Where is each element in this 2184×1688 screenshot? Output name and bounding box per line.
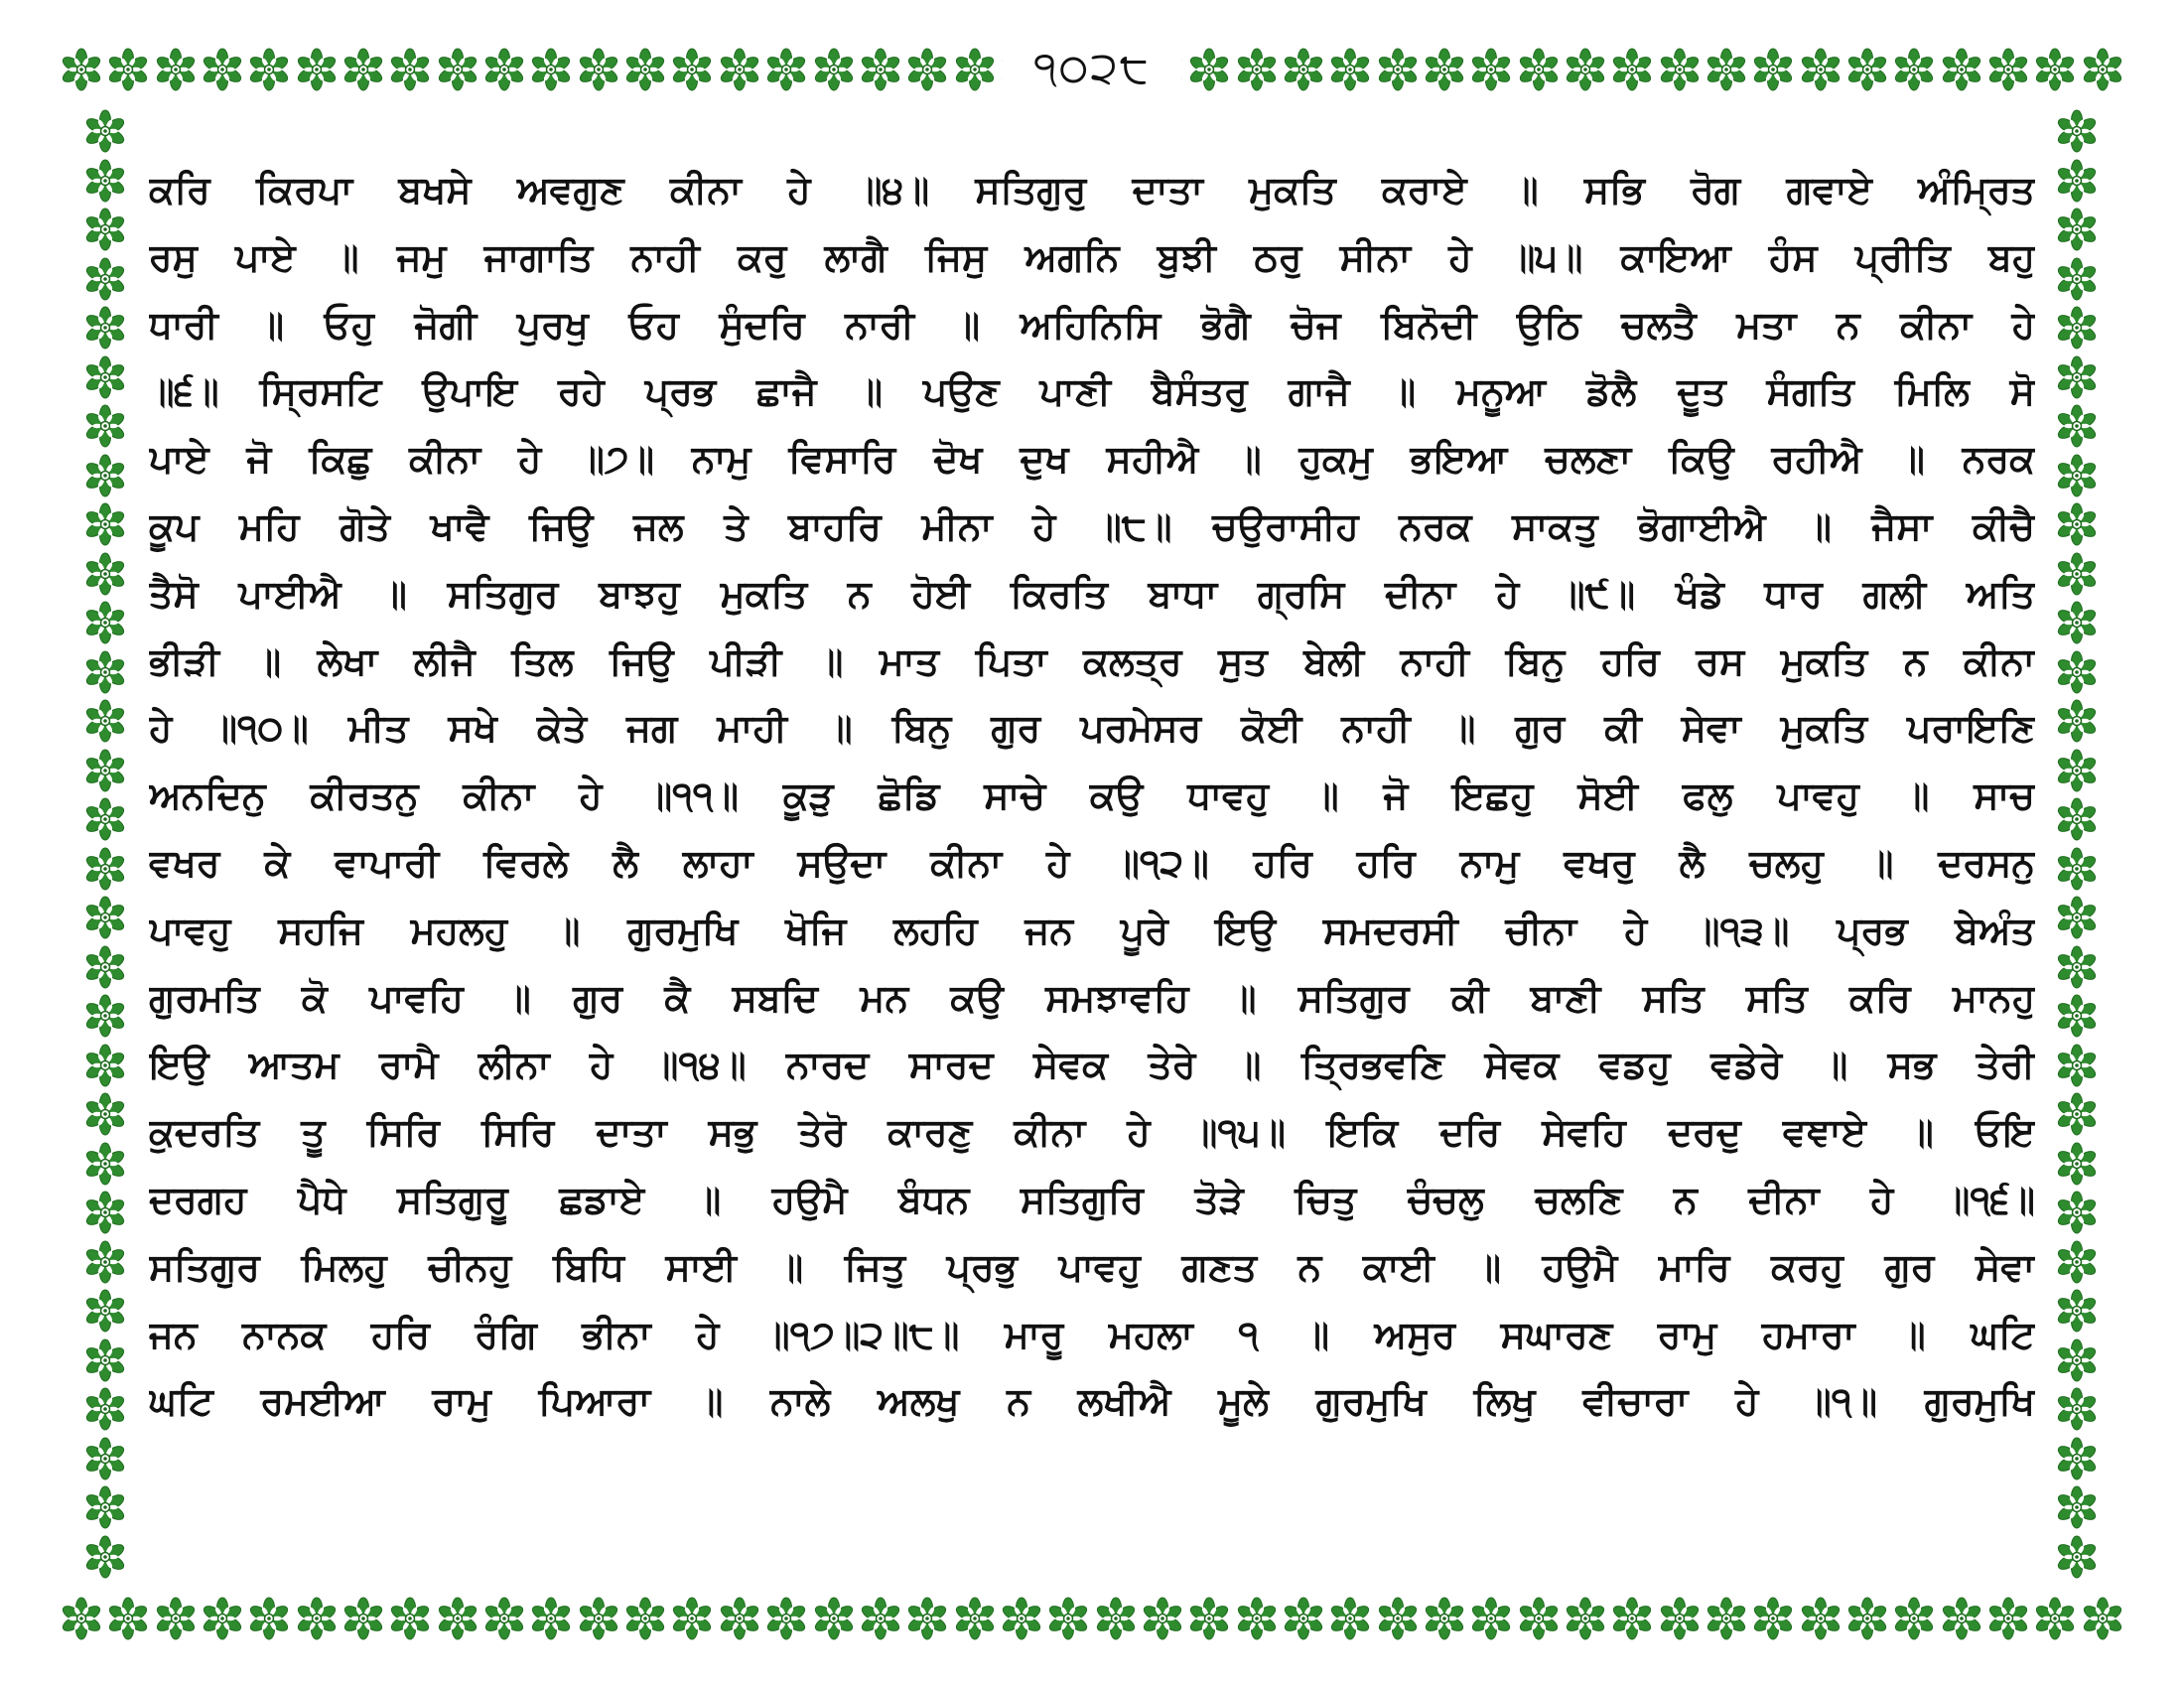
flower-ornament-icon xyxy=(83,109,127,153)
flower-ornament-icon xyxy=(436,48,479,91)
text-line: ਕੂਪ ਮਹਿ ਗੋਤੇ ਖਾਵੈ ਜਿਉ ਜਲ ਤੇ ਬਾਹਰਿ ਮੀਨਾ ਹੇ ॥੮॥ ਚਉਰਾਸੀਹ ਨਰਕ ਸਾਕਤੁ ਭੋਗਾਈਐ ॥ ਜੈਸਾ ਕੀਚੈ xyxy=(149,503,2035,548)
flower-ornament-icon xyxy=(341,1597,385,1640)
flower-ornament-icon xyxy=(341,48,385,91)
flower-ornament-icon xyxy=(2055,896,2099,939)
flower-ornament-icon xyxy=(2055,159,2099,203)
flower-ornament-icon xyxy=(482,1597,526,1640)
text-line: ਇਉ ਆਤਮ ਰਾਮੈ ਲੀਨਾ ਹੇ ॥੧੪॥ ਨਾਰਦ ਸਾਰਦ ਸੇਵਕ ਤੇਰੇ ॥ ਤ੍ਰਿਭਵਣਿ ਸੇਵਕ ਵਡਹੁ ਵਡੇਰੇ ॥ ਸਭ ਤੇਰੀ xyxy=(149,1043,2035,1087)
text-line: ॥੬॥ ਸ੍ਰਿਸਟਿ ਉਪਾਇ ਰਹੇ ਪ੍ਰਭ ਛਾਜੈ ॥ ਪਉਣ ਪਾਣੀ ਬੈਸੰਤਰੁ ਗਾਜੈ ॥ ਮਨੂਆ ਡੋਲੈ ਦੂਤ ਸੰਗਤਿ ਮਿਲਿ ਸੋ xyxy=(149,369,2035,414)
flower-ornament-icon xyxy=(1986,1597,2030,1640)
border-bottom xyxy=(60,1593,2124,1644)
flower-ornament-icon xyxy=(1845,48,1889,91)
flower-ornament-icon xyxy=(83,1485,127,1529)
border-right xyxy=(2051,109,2103,1579)
flower-ornament-icon xyxy=(529,1597,573,1640)
flower-ornament-icon xyxy=(1892,48,1936,91)
flower-ornament-icon xyxy=(2055,1437,2099,1480)
text-line: ਕੁਦਰਤਿ ਤੂ ਸਿਰਿ ਸਿਰਿ ਦਾਤਾ ਸਭੁ ਤੇਰੋ ਕਾਰਣੁ ਕੀਨਾ ਹੇ ॥੧੫॥ ਇਕਿ ਦਰਿ ਸੇਵਹਿ ਦਰਦੁ ਵਞਾਏ ॥ ਓਇ xyxy=(149,1110,2035,1155)
verse-text-block xyxy=(149,157,2035,1436)
flower-ornament-icon xyxy=(1235,48,1279,91)
flower-ornament-icon xyxy=(83,208,127,251)
flower-ornament-icon xyxy=(83,994,127,1038)
flower-ornament-icon xyxy=(1376,48,1420,91)
flower-ornament-icon xyxy=(83,749,127,792)
text-line: ਪਾਵਹੁ ਸਹਜਿ ਮਹਲਹੁ ॥ ਗੁਰਮੁਖਿ ਖੋਜਿ ਲਹਹਿ ਜਨ ਪੂਰੇ ਇਉ ਸਮਦਰਸੀ ਚੀਨਾ ਹੇ ॥੧੩॥ ਪ੍ਰਭ ਬੇਅੰਤ xyxy=(149,908,2035,952)
flower-ornament-icon xyxy=(1282,48,1325,91)
flower-ornament-icon xyxy=(1564,1597,1607,1640)
flower-ornament-icon xyxy=(953,1597,997,1640)
flower-ornament-icon xyxy=(2055,1289,2099,1333)
flower-ornament-icon xyxy=(1187,48,1231,91)
flower-ornament-icon xyxy=(83,797,127,841)
flower-ornament-icon xyxy=(1328,1597,1372,1640)
flower-ornament-icon xyxy=(83,1142,127,1186)
flower-ornament-icon xyxy=(2055,601,2099,644)
page-number-box xyxy=(1003,36,1181,99)
flower-ornament-icon xyxy=(295,1597,339,1640)
flower-ornament-icon xyxy=(1610,48,1654,91)
flower-ornament-icon xyxy=(247,48,291,91)
flower-ornament-icon xyxy=(670,48,714,91)
flower-ornament-icon xyxy=(154,48,198,91)
flower-ornament-icon xyxy=(1751,48,1795,91)
flower-ornament-icon xyxy=(83,1092,127,1136)
flower-ornament-icon xyxy=(1328,48,1372,91)
flower-ornament-icon xyxy=(83,1535,127,1579)
flower-ornament-icon xyxy=(2055,306,2099,350)
text-line: ਹੇ ॥੧੦॥ ਮੀਤ ਸਖੇ ਕੇਤੇ ਜਗ ਮਾਹੀ ॥ ਬਿਨੁ ਗੁਰ ਪਰਮੇਸਰ ਕੋਈ ਨਾਹੀ ॥ ਗੁਰ ਕੀ ਸੇਵਾ ਮੁਕਤਿ ਪਰਾਇਣਿ xyxy=(149,706,2035,751)
flower-ornament-icon xyxy=(2055,994,2099,1038)
flower-ornament-icon xyxy=(1610,1597,1654,1640)
flower-ornament-icon xyxy=(154,1597,198,1640)
flower-ornament-icon xyxy=(83,454,127,497)
flower-ornament-icon xyxy=(2055,404,2099,448)
flower-ornament-icon xyxy=(83,306,127,350)
flower-ornament-icon xyxy=(1469,48,1513,91)
flower-ornament-icon xyxy=(83,1437,127,1480)
flower-ornament-icon xyxy=(2055,1092,2099,1136)
flower-ornament-icon xyxy=(623,48,667,91)
text-line: ਤੈਸੋ ਪਾਈਐ ॥ ਸਤਿਗੁਰ ਬਾਝਹੁ ਮੁਕਤਿ ਨ ਹੋਈ ਕਿਰਤਿ ਬਾਧਾ ਗ੍ਰਸਿ ਦੀਨਾ ਹੇ ॥੯॥ ਖੰਡੇ ਧਾਰ ਗਲੀ ਅਤਿ xyxy=(149,571,2035,616)
flower-ornament-icon xyxy=(859,1597,902,1640)
flower-ornament-icon xyxy=(2055,847,2099,891)
flower-ornament-icon xyxy=(83,1338,127,1382)
flower-ornament-icon xyxy=(764,48,808,91)
flower-ornament-icon xyxy=(812,48,856,91)
text-line: ਧਾਰੀ ॥ ਓਹੁ ਜੋਗੀ ਪੁਰਖੁ ਓਹ ਸੁੰਦਰਿ ਨਾਰੀ ॥ ਅਹਿਨਿਸਿ ਭੋਗੈ ਚੋਜ ਬਿਨੋਦੀ ਉਠਿ ਚਲਤੈ ਮਤਾ ਨ ਕੀਨਾ ਹੇ xyxy=(149,302,2035,347)
flower-ornament-icon xyxy=(812,1597,856,1640)
flower-ornament-icon xyxy=(2055,749,2099,792)
flower-ornament-icon xyxy=(718,48,761,91)
flower-ornament-icon xyxy=(83,502,127,546)
text-line: ਅਨਦਿਨੁ ਕੀਰਤਨੁ ਕੀਨਾ ਹੇ ॥੧੧॥ ਕੂੜੁ ਛੋਡਿ ਸਾਚੇ ਕਉ ਧਾਵਹੁ ॥ ਜੋ ਇਛਹੁ ਸੋਈ ਫਲੁ ਪਾਵਹੁ ॥ ਸਾਚ xyxy=(149,774,2035,818)
flower-ornament-icon xyxy=(388,1597,432,1640)
flower-ornament-icon xyxy=(106,1597,150,1640)
page-number: ੧੦੨੮ xyxy=(1033,42,1151,93)
flower-ornament-icon xyxy=(83,257,127,301)
flower-ornament-icon xyxy=(1799,48,1843,91)
flower-ornament-icon xyxy=(1751,1597,1795,1640)
flower-ornament-icon xyxy=(1000,1597,1043,1640)
text-line: ਘਟਿ ਰਮਈਆ ਰਾਮੁ ਪਿਆਰਾ ॥ ਨਾਲੇ ਅਲਖੁ ਨ ਲਖੀਐ ਮੂਲੇ ਗੁਰਮੁਖਿ ਲਿਖੁ ਵੀਚਾਰਾ ਹੇ ॥੧॥ ਗੁਰਮੁਖਿ xyxy=(149,1379,2035,1424)
flower-ornament-icon xyxy=(2055,1535,2099,1579)
text-line: ਰਸੁ ਪਾਏ ॥ ਜਮੁ ਜਾਗਾਤਿ ਨਾਹੀ ਕਰੁ ਲਾਗੈ ਜਿਸੁ ਅਗਨਿ ਬੁਝੀ ਠਰੁ ਸੀਨਾ ਹੇ ॥੫॥ ਕਾਇਆ ਹੰਸ ਪ੍ਰੀਤਿ ਬਹੁ xyxy=(149,234,2035,279)
flower-ornament-icon xyxy=(1986,48,2030,91)
flower-ornament-icon xyxy=(2055,454,2099,497)
flower-ornament-icon xyxy=(1845,1597,1889,1640)
flower-ornament-icon xyxy=(2055,1240,2099,1284)
flower-ornament-icon xyxy=(764,1597,808,1640)
flower-ornament-icon xyxy=(905,1597,949,1640)
flower-ornament-icon xyxy=(2055,552,2099,596)
flower-ornament-icon xyxy=(83,404,127,448)
flower-ornament-icon xyxy=(60,1597,103,1640)
flower-ornament-icon xyxy=(1423,48,1466,91)
flower-ornament-icon xyxy=(2055,1387,2099,1431)
text-line: ਗੁਰਮਤਿ ਕੋ ਪਾਵਹਿ ॥ ਗੁਰ ਕੈ ਸਬਦਿ ਮਨ ਕਉ ਸਮਝਾਵਹਿ ॥ ਸਤਿਗੁਰ ਕੀ ਬਾਣੀ ਸਤਿ ਸਤਿ ਕਰਿ ਮਾਨਹੁ xyxy=(149,975,2035,1020)
flower-ornament-icon xyxy=(83,699,127,743)
flower-ornament-icon xyxy=(623,1597,667,1640)
flower-ornament-icon xyxy=(1376,1597,1420,1640)
flower-ornament-icon xyxy=(295,48,339,91)
flower-ornament-icon xyxy=(1469,1597,1513,1640)
flower-ornament-icon xyxy=(1423,1597,1466,1640)
flower-ornament-icon xyxy=(2055,1191,2099,1234)
flower-ornament-icon xyxy=(83,1044,127,1087)
flower-ornament-icon xyxy=(83,159,127,203)
flower-ornament-icon xyxy=(388,48,432,91)
flower-ornament-icon xyxy=(859,48,902,91)
flower-ornament-icon xyxy=(2055,355,2099,399)
text-line: ਵਖਰ ਕੇ ਵਾਪਾਰੀ ਵਿਰਲੇ ਲੈ ਲਾਹਾ ਸਉਦਾ ਕੀਨਾ ਹੇ ॥੧੨॥ ਹਰਿ ਹਰਿ ਨਾਮੁ ਵਖਰੁ ਲੈ ਚਲਹੁ ॥ ਦਰਸਨੁ xyxy=(149,840,2035,885)
flower-ornament-icon xyxy=(1235,1597,1279,1640)
flower-ornament-icon xyxy=(2055,208,2099,251)
flower-ornament-icon xyxy=(2055,650,2099,694)
flower-ornament-icon xyxy=(83,1289,127,1333)
flower-ornament-icon xyxy=(1705,48,1748,91)
flower-ornament-icon xyxy=(1705,1597,1748,1640)
flower-ornament-icon xyxy=(436,1597,479,1640)
flower-ornament-icon xyxy=(60,48,103,91)
flower-ornament-icon xyxy=(1892,1597,1936,1640)
flower-ornament-icon xyxy=(1658,48,1702,91)
flower-ornament-icon xyxy=(482,48,526,91)
flower-ornament-icon xyxy=(1658,1597,1702,1640)
flower-ornament-icon xyxy=(83,601,127,644)
flower-ornament-icon xyxy=(1517,48,1561,91)
flower-ornament-icon xyxy=(2033,48,2077,91)
flower-ornament-icon xyxy=(106,48,150,91)
flower-ornament-icon xyxy=(2055,1485,2099,1529)
flower-ornament-icon xyxy=(529,48,573,91)
flower-ornament-icon xyxy=(1046,1597,1090,1640)
flower-ornament-icon xyxy=(577,48,620,91)
flower-ornament-icon xyxy=(1940,1597,1983,1640)
flower-ornament-icon xyxy=(2055,109,2099,153)
flower-ornament-icon xyxy=(670,1597,714,1640)
flower-ornament-icon xyxy=(2081,48,2124,91)
flower-ornament-icon xyxy=(2055,502,2099,546)
flower-ornament-icon xyxy=(2055,699,2099,743)
flower-ornament-icon xyxy=(83,847,127,891)
text-line: ਜਨ ਨਾਨਕ ਹਰਿ ਰੰਗਿ ਭੀਨਾ ਹੇ ॥੧੭॥੨॥੮॥ ਮਾਰੂ ਮਹਲਾ ੧ ॥ ਅਸੁਰ ਸਘਾਰਣ ਰਾਮੁ ਹਮਾਰਾ ॥ ਘਟਿ xyxy=(149,1312,2035,1356)
flower-ornament-icon xyxy=(83,1191,127,1234)
flower-ornament-icon xyxy=(83,945,127,989)
flower-ornament-icon xyxy=(2055,257,2099,301)
flower-ornament-icon xyxy=(83,650,127,694)
text-line: ਪਾਏ ਜੋ ਕਿਛੁ ਕੀਨਾ ਹੇ ॥੭॥ ਨਾਮੁ ਵਿਸਾਰਿ ਦੋਖ ਦੁਖ ਸਹੀਐ ॥ ਹੁਕਮੁ ਭਇਆ ਚਲਣਾ ਕਿਉ ਰਹੀਐ ॥ ਨਰਕ xyxy=(149,437,2035,482)
flower-ornament-icon xyxy=(1187,1597,1231,1640)
flower-ornament-icon xyxy=(83,1240,127,1284)
flower-ornament-icon xyxy=(83,896,127,939)
text-line: ਸਤਿਗੁਰ ਮਿਲਹੁ ਚੀਨਹੁ ਬਿਧਿ ਸਾਈ ॥ ਜਿਤੁ ਪ੍ਰਭੁ ਪਾਵਹੁ ਗਣਤ ਨ ਕਾਈ ॥ ਹਉਮੈ ਮਾਰਿ ਕਰਹੁ ਗੁਰ ਸੇਵਾ xyxy=(149,1244,2035,1289)
border-left xyxy=(79,109,131,1579)
flower-ornament-icon xyxy=(83,355,127,399)
text-line: ਭੀੜੀ ॥ ਲੇਖਾ ਲੀਜੈ ਤਿਲ ਜਿਉ ਪੀੜੀ ॥ ਮਾਤ ਪਿਤਾ ਕਲਤ੍ਰ ਸੁਤ ਬੇਲੀ ਨਾਹੀ ਬਿਨੁ ਹਰਿ ਰਸ ਮੁਕਤਿ ਨ ਕੀਨਾ xyxy=(149,638,2035,683)
flower-ornament-icon xyxy=(905,48,949,91)
flower-ornament-icon xyxy=(1940,48,1983,91)
flower-ornament-icon xyxy=(247,1597,291,1640)
flower-ornament-icon xyxy=(2055,1338,2099,1382)
flower-ornament-icon xyxy=(1282,1597,1325,1640)
flower-ornament-icon xyxy=(577,1597,620,1640)
flower-ornament-icon xyxy=(1517,1597,1561,1640)
flower-ornament-icon xyxy=(2055,945,2099,989)
flower-ornament-icon xyxy=(1799,1597,1843,1640)
flower-ornament-icon xyxy=(2055,1044,2099,1087)
text-line: ਕਰਿ ਕਿਰਪਾ ਬਖਸੇ ਅਵਗੁਣ ਕੀਨਾ ਹੇ ॥੪॥ ਸਤਿਗੁਰੁ ਦਾਤਾ ਮੁਕਤਿ ਕਰਾਏ ॥ ਸਭਿ ਰੋਗ ਗਵਾਏ ਅੰਮ੍ਰਿਤ xyxy=(149,168,2035,211)
flower-ornament-icon xyxy=(1094,1597,1138,1640)
flower-ornament-icon xyxy=(201,48,244,91)
flower-ornament-icon xyxy=(953,48,997,91)
flower-ornament-icon xyxy=(718,1597,761,1640)
text-line: ਦਰਗਹ ਪੈਧੇ ਸਤਿਗੁਰੂ ਛਡਾਏ ॥ ਹਉਮੈ ਬੰਧਨ ਸਤਿਗੁਰਿ ਤੋੜੇ ਚਿਤੁ ਚੰਚਲੁ ਚਲਣਿ ਨ ਦੀਨਾ ਹੇ ॥੧੬॥ xyxy=(149,1177,2035,1221)
flower-ornament-icon xyxy=(83,552,127,596)
flower-ornament-icon xyxy=(2081,1597,2124,1640)
flower-ornament-icon xyxy=(1564,48,1607,91)
flower-ornament-icon xyxy=(2033,1597,2077,1640)
flower-ornament-icon xyxy=(83,1387,127,1431)
flower-ornament-icon xyxy=(2055,797,2099,841)
flower-ornament-icon xyxy=(2055,1142,2099,1186)
flower-ornament-icon xyxy=(1141,1597,1184,1640)
flower-ornament-icon xyxy=(201,1597,244,1640)
